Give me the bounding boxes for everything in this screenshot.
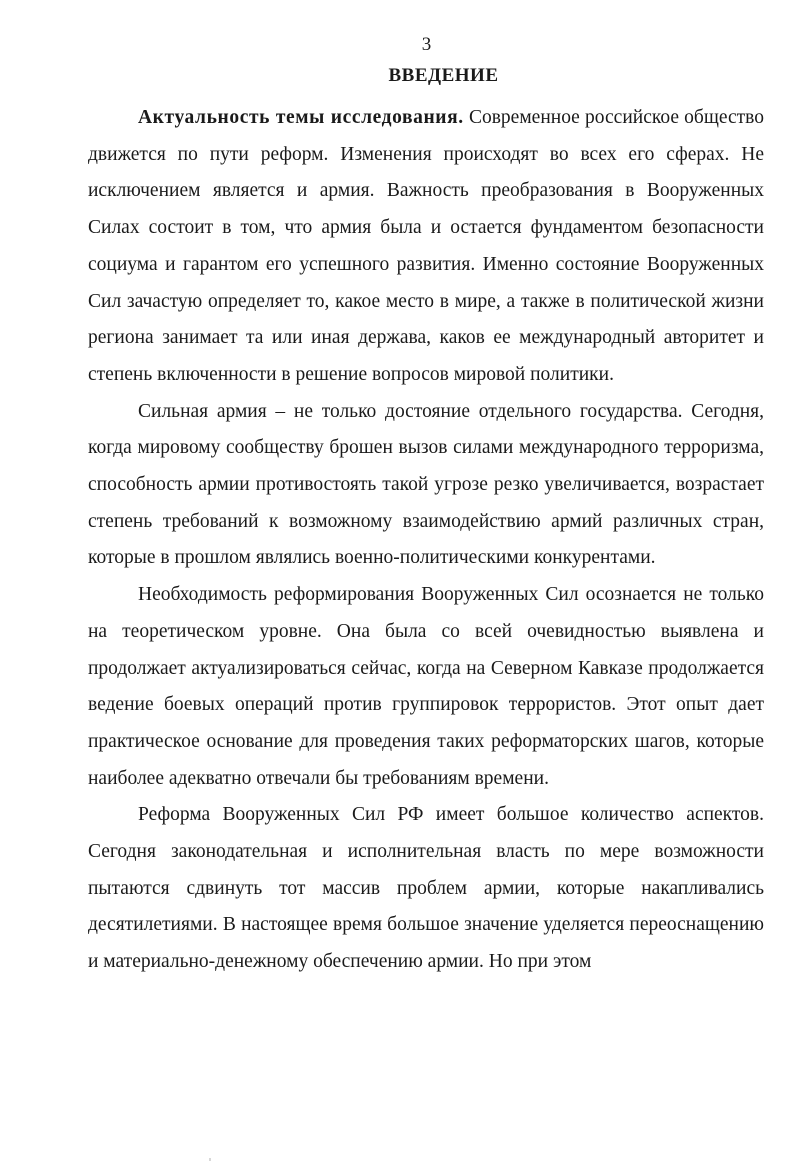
page-number: 3 — [421, 34, 432, 55]
paragraph-reform-aspects: Реформа Вооруженных Сил РФ имеет большое количество аспектов. Сегодня законодательная и исполнительная власть по мере возможности пытаются сдвинуть тот массив проблем армии, которые накапливались десятилетиями. В настоящее время большое значение уделяется переоснащению и материально-денежному обеспечению армии. Но при этом — [88, 804, 764, 973]
paragraph-relevance — [88, 100, 764, 394]
paragraph-lead: Актуальность темы исследования. — [138, 107, 464, 128]
paragraph-text: Современное российское общество движется по пути реформ. Изменения происходят во всех его сферах. Не исключением является и армия. Важность преобразования в Вооруженных Силах состоит в том, что армия была и остается фундаментом безопасности социума и гарантом его успешного развития. Именно состояние Вооруженных Сил зачастую определяет то, какое место в мире, а также в политической жизни региона занимает та или иная держава, каков ее международный авторитет и степень включенности в решение вопросов мировой политики. — [88, 107, 765, 385]
paragraph-reform-necessity: Необходимость реформирования Вооруженных Сил осознается не только на теоретическом уровне. Она была со всей очевидностью выявлена и продолжает актуализироваться сейчас, когда на Северном Кавказе продолжается ведение боевых операций против группировок террористов. Этот опыт дает практическое основание для проведения таких реформаторских шагов, которые наиболее адекватно отвечали бы требованиям времени. — [88, 584, 764, 789]
paragraph-strong-army: Сильная армия – не только достояние отдельного государства. Сегодня, когда мировому сообществу брошен вызов силами международного терроризма, способность армии противостоять такой угрозе резко увеличивается, возрастает степень требований к возможному взаимодействию армий различных стран, которые в прошлом являлись военно-политическими конкурентами. — [88, 400, 764, 569]
scan-speck — [209, 1158, 211, 1161]
page-title: ВВЕДЕНИЕ — [388, 65, 499, 86]
body-text — [88, 100, 764, 981]
